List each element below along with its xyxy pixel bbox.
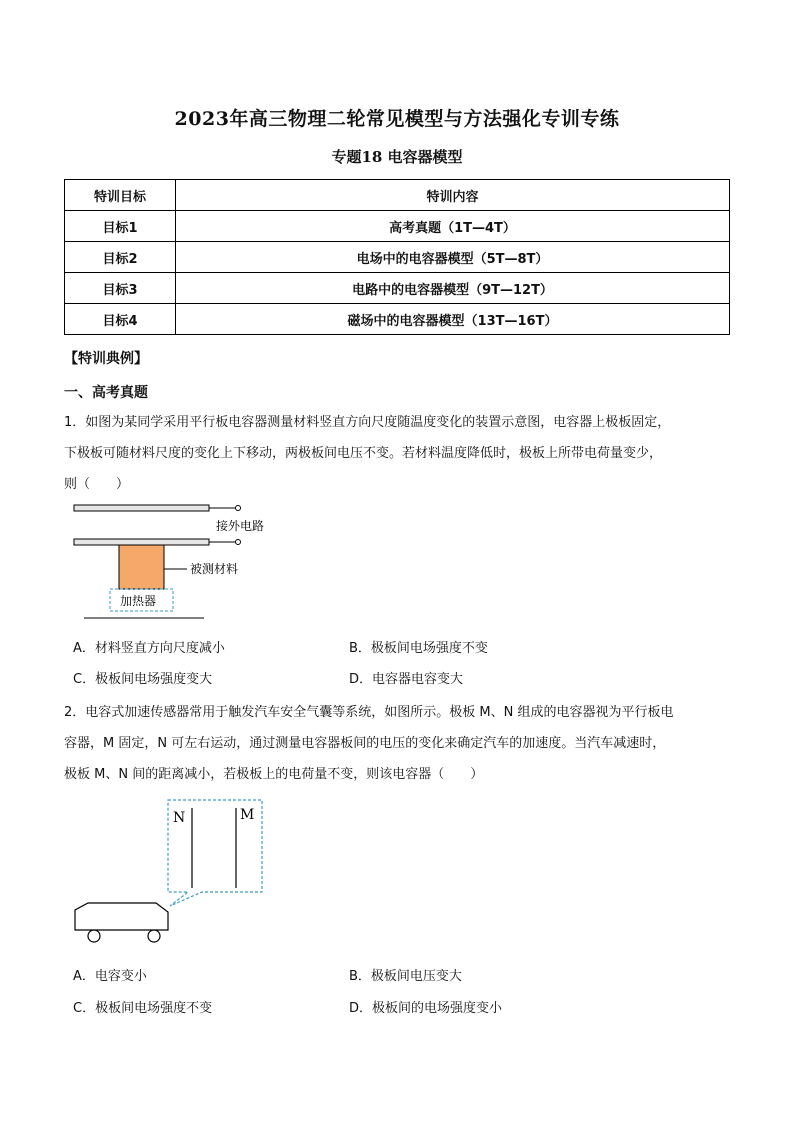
question-line: 极板 M、N 间的距离减小，若极板上的电荷量不变，则该电容器（ ） xyxy=(64,767,484,782)
table-row xyxy=(65,304,730,335)
q2-option-d[interactable]: D．极板间的电场强度变小 xyxy=(349,1001,503,1016)
table-cell: 目标2 xyxy=(65,242,176,273)
table-cell: 目标1 xyxy=(65,211,176,242)
label-material: 被测材料 xyxy=(190,562,239,576)
car-wheel-front xyxy=(88,930,100,942)
label-external-circuit: 接外电路 xyxy=(216,519,265,533)
capacitor-thermal-diagram xyxy=(64,495,304,620)
lower-terminal xyxy=(236,540,241,545)
part-heading: 一、高考真题 xyxy=(64,385,148,401)
examples-heading: 【特训典例】 xyxy=(64,351,148,367)
q1-option-c[interactable]: C．极板间电场强度变大 xyxy=(73,672,213,687)
q1-option-a[interactable]: A．材料竖直方向尺度减小 xyxy=(73,641,225,656)
table-cell: 电场中的电容器模型（5T—8T） xyxy=(176,242,730,273)
q1-option-d[interactable]: D．电容器电容变大 xyxy=(349,672,464,687)
material-block xyxy=(119,545,164,589)
lower-plate xyxy=(74,539,209,545)
question-line: 下极板可随材料尺度的变化上下移动，两极板间电压不变。若材料温度降低时，极板上所带电荷量变少， xyxy=(64,446,663,461)
table-cell: 磁场中的电容器模型（13T—16T） xyxy=(176,304,730,335)
label-n: N xyxy=(173,810,186,826)
table-cell: 电路中的电容器模型（9T—12T） xyxy=(176,273,730,304)
question-line: 容器，M 固定，N 可左右运动，通过测量电容器板间的电压的变化来确定汽车的加速度。当汽车减速时， xyxy=(64,736,666,751)
training-targets-table xyxy=(64,179,730,335)
table-row xyxy=(65,273,730,304)
table-cell: 目标4 xyxy=(65,304,176,335)
q1-option-b[interactable]: B．极板间电场强度不变 xyxy=(349,641,488,656)
question-1-text xyxy=(64,407,744,500)
table-row xyxy=(65,242,730,273)
label-heater: 加热器 xyxy=(120,594,157,608)
label-m: M xyxy=(240,807,255,823)
table-row xyxy=(65,211,730,242)
q2-option-b[interactable]: B．极板间电压变大 xyxy=(349,969,462,984)
car-body xyxy=(75,903,168,930)
table-header-cell: 特训内容 xyxy=(176,180,730,211)
document-title: 2023年高三物理二轮常见模型与方法强化专训专练 xyxy=(174,108,620,130)
question-line: 2．电容式加速传感器常用于触发汽车安全气囊等系统，如图所示。极板 M、N 组成的电容器视为平行板电 xyxy=(64,705,674,720)
question-2-text xyxy=(64,697,744,790)
table-cell: 目标3 xyxy=(65,273,176,304)
question-line: 则（ ） xyxy=(64,477,130,492)
table-header-row xyxy=(65,180,730,211)
upper-plate xyxy=(74,505,209,511)
table-header-cell: 特训目标 xyxy=(65,180,176,211)
upper-terminal xyxy=(236,506,241,511)
q2-option-c[interactable]: C．极板间电场强度不变 xyxy=(73,1001,213,1016)
car-wheel-rear xyxy=(148,930,160,942)
document-subtitle: 专题18 电容器模型 xyxy=(331,148,463,166)
question-line: 1．如图为某同学采用平行板电容器测量材料竖直方向尺度随温度变化的装置示意图，电容器上极板固定， xyxy=(64,415,671,430)
q2-option-a[interactable]: A．电容变小 xyxy=(73,969,147,984)
car-accelerometer-diagram xyxy=(70,796,270,946)
table-cell: 高考真题（1T—4T） xyxy=(176,211,730,242)
